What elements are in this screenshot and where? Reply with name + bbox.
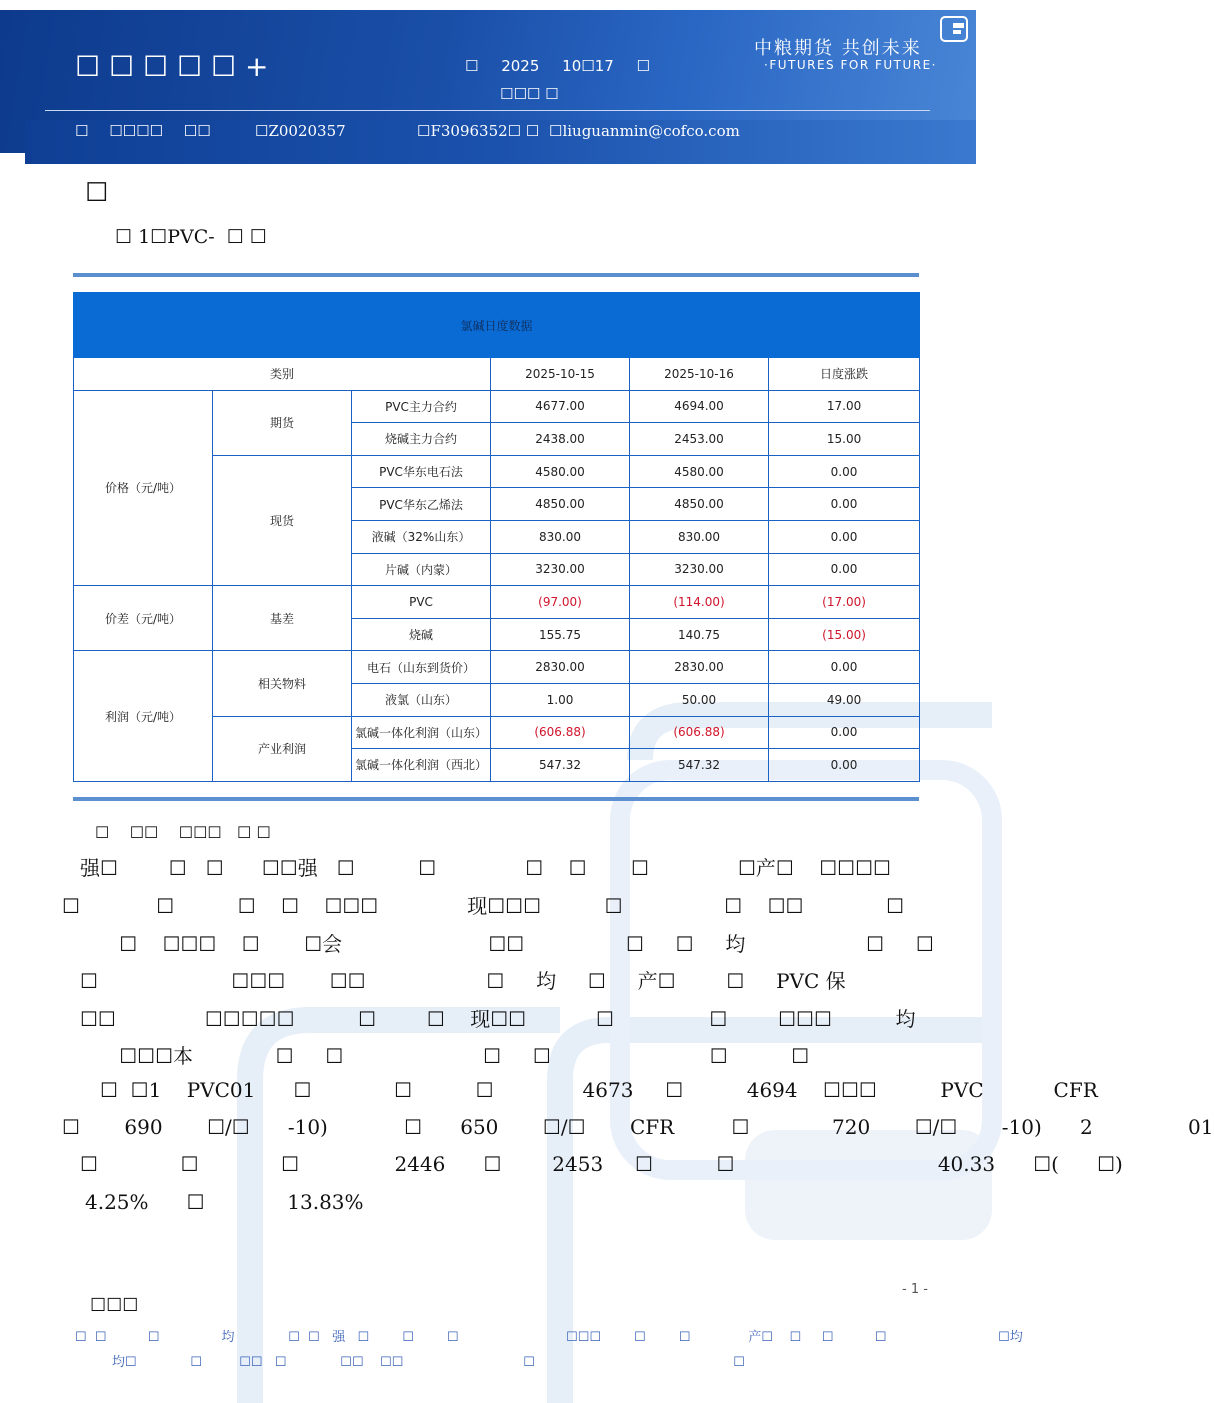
company-logo-icon: [940, 16, 968, 42]
group-label: 价差（元/吨）: [74, 586, 213, 651]
report-title: ☐ ☐ ☐ ☐ ☐ +: [75, 50, 269, 83]
cell-value: 830.00: [630, 520, 769, 553]
cell-change: 0.00: [769, 488, 920, 521]
body-line: 4.25% ☐ 13.83%: [85, 1190, 364, 1214]
cell-change: (15.00): [769, 618, 920, 651]
footer-line: 均☐ ☐ ☐☐ ☐ ☐☐ ☐☐ ☐ ☐: [112, 1355, 745, 1370]
analyst-email[interactable]: ☐liuguanmin@cofco.com: [549, 122, 740, 140]
row-item: 液氯（山东）: [352, 683, 491, 716]
body-line: ☐ ☐1 PVC01 ☐ ☐ ☐ 4673 ☐ 4694 ☐☐☐ PVC CFR: [100, 1078, 1098, 1102]
body-line: ☐☐ ☐☐☐☐☐ ☐ ☐ 现☐☐ ☐ ☐ ☐☐☐ 均: [80, 1007, 916, 1031]
body-line: ☐☐☐本 ☐ ☐ ☐ ☐ ☐ ☐: [62, 1044, 810, 1068]
cell-value: 547.32: [630, 749, 769, 782]
table-top-rule: [73, 273, 919, 277]
cell-value: (606.88): [630, 716, 769, 749]
subgroup-label: 相关物料: [213, 651, 352, 716]
body-line: ☐ ☐☐☐ ☐☐ ☐ 均 ☐ 产☐ ☐ PVC 保: [80, 969, 846, 993]
figure-caption: ☐ 1☐PVC- ☐ ☐: [115, 226, 267, 248]
cell-value: (114.00): [630, 586, 769, 619]
cell-value: (97.00): [491, 586, 630, 619]
cell-value: 4850.00: [630, 488, 769, 521]
subgroup-label: 期货: [213, 390, 352, 455]
cell-value: 4677.00: [491, 390, 630, 423]
header-divider: [45, 110, 930, 111]
subgroup-label: 基差: [213, 586, 352, 651]
table-header-row: [74, 358, 920, 391]
report-date-sub: ☐☐☐ ☐: [500, 85, 559, 103]
column-header: 2025-10-15: [491, 358, 630, 391]
footer-line: ☐ ☐ ☐ 均 ☐ ☐ 强 ☐ ☐ ☐ ☐☐☐ ☐ ☐ 产☐ ☐ ☐ ☐ ☐均: [75, 1330, 1023, 1345]
cell-value: 2438.00: [491, 423, 630, 456]
table-row: [74, 586, 920, 619]
row-item: PVC: [352, 586, 491, 619]
cell-change: 17.00: [769, 390, 920, 423]
cell-value: (606.88): [491, 716, 630, 749]
subgroup-label: 现货: [213, 455, 352, 585]
report-date: ☐ 2025 10☐17 ☐: [465, 57, 650, 75]
cell-value: 3230.00: [491, 553, 630, 586]
row-item: PVC主力合约: [352, 390, 491, 423]
cell-value: 4694.00: [630, 390, 769, 423]
row-item: PVC华东乙烯法: [352, 488, 491, 521]
body-line: 强☐ ☐ ☐ ☐☐强 ☐ ☐ ☐ ☐ ☐ ☐产☐ ☐☐☐☐: [80, 856, 891, 880]
page-number: - 1 -: [902, 1282, 928, 1297]
table-source: ☐ ☐☐ ☐☐☐ ☐ ☐: [95, 823, 271, 842]
cell-value: 4580.00: [630, 455, 769, 488]
cell-value: 155.75: [491, 618, 630, 651]
section-mark: ☐: [85, 178, 109, 208]
column-header: 日度涨跌: [769, 358, 920, 391]
cell-value: 50.00: [630, 683, 769, 716]
cell-change: 0.00: [769, 651, 920, 684]
row-item: 氯碱一体化利润（西北）: [352, 749, 491, 782]
row-item: 氯碱一体化利润（山东）: [352, 716, 491, 749]
cell-change: 0.00: [769, 553, 920, 586]
company-slogan: ·FUTURES FOR FUTURE·: [764, 58, 937, 72]
qualification-number: ☐Z0020357: [255, 122, 346, 140]
cell-change: 15.00: [769, 423, 920, 456]
cell-value: 2830.00: [491, 651, 630, 684]
row-item: 液碱（32%山东）: [352, 520, 491, 553]
analyst-name: ☐ ☐☐☐☐ ☐☐: [75, 122, 211, 140]
body-line: ☐ ☐ ☐ ☐ ☐☐☐ 现☐☐☐ ☐ ☐ ☐☐ ☐: [62, 894, 905, 918]
cell-value: 4850.00: [491, 488, 630, 521]
cell-value: 4580.00: [491, 455, 630, 488]
cell-change: 0.00: [769, 716, 920, 749]
row-item: PVC华东电石法: [352, 455, 491, 488]
row-item: 电石（山东到货价）: [352, 651, 491, 684]
body-line: ☐ ☐☐☐ ☐ ☐会 ☐☐ ☐ ☐ 均 ☐ ☐: [62, 932, 934, 956]
table-row: [74, 651, 920, 684]
cell-change: 0.00: [769, 520, 920, 553]
cell-value: 140.75: [630, 618, 769, 651]
cell-change: (17.00): [769, 586, 920, 619]
column-header: 2025-10-16: [630, 358, 769, 391]
cell-value: 3230.00: [630, 553, 769, 586]
row-item: 片碱（内蒙）: [352, 553, 491, 586]
table-bottom-rule: [73, 797, 919, 801]
company-logo-text: 中粮期货 共创未来: [754, 38, 922, 59]
group-label: 利润（元/吨）: [74, 651, 213, 781]
cell-change: 49.00: [769, 683, 920, 716]
investment-consult-number: ☐F3096352☐ ☐: [417, 122, 540, 140]
cell-change: 0.00: [769, 455, 920, 488]
cell-value: 2453.00: [630, 423, 769, 456]
row-item: 烧碱: [352, 618, 491, 651]
cell-value: 1.00: [491, 683, 630, 716]
cell-value: 547.32: [491, 749, 630, 782]
column-header: 类别: [74, 358, 491, 391]
cell-change: 0.00: [769, 749, 920, 782]
group-label: 价格（元/吨）: [74, 390, 213, 586]
table-title: 氯碱日度数据: [74, 293, 920, 358]
subgroup-label: 产业利润: [213, 716, 352, 781]
cell-value: 830.00: [491, 520, 630, 553]
footer-heading: ☐☐☐: [90, 1295, 139, 1316]
chlor-alkali-daily-table: [73, 292, 920, 782]
body-line: ☐ 690 ☐/☐ -10) ☐ 650 ☐/☐ CFR ☐ 720 ☐/☐ -10) 2 01: [62, 1115, 1214, 1139]
table-row: [74, 390, 920, 423]
row-item: 烧碱主力合约: [352, 423, 491, 456]
body-line: ☐ ☐ ☐ 2446 ☐ 2453 ☐ ☐ 40.33 ☐( ☐): [80, 1152, 1123, 1176]
cell-value: 2830.00: [630, 651, 769, 684]
